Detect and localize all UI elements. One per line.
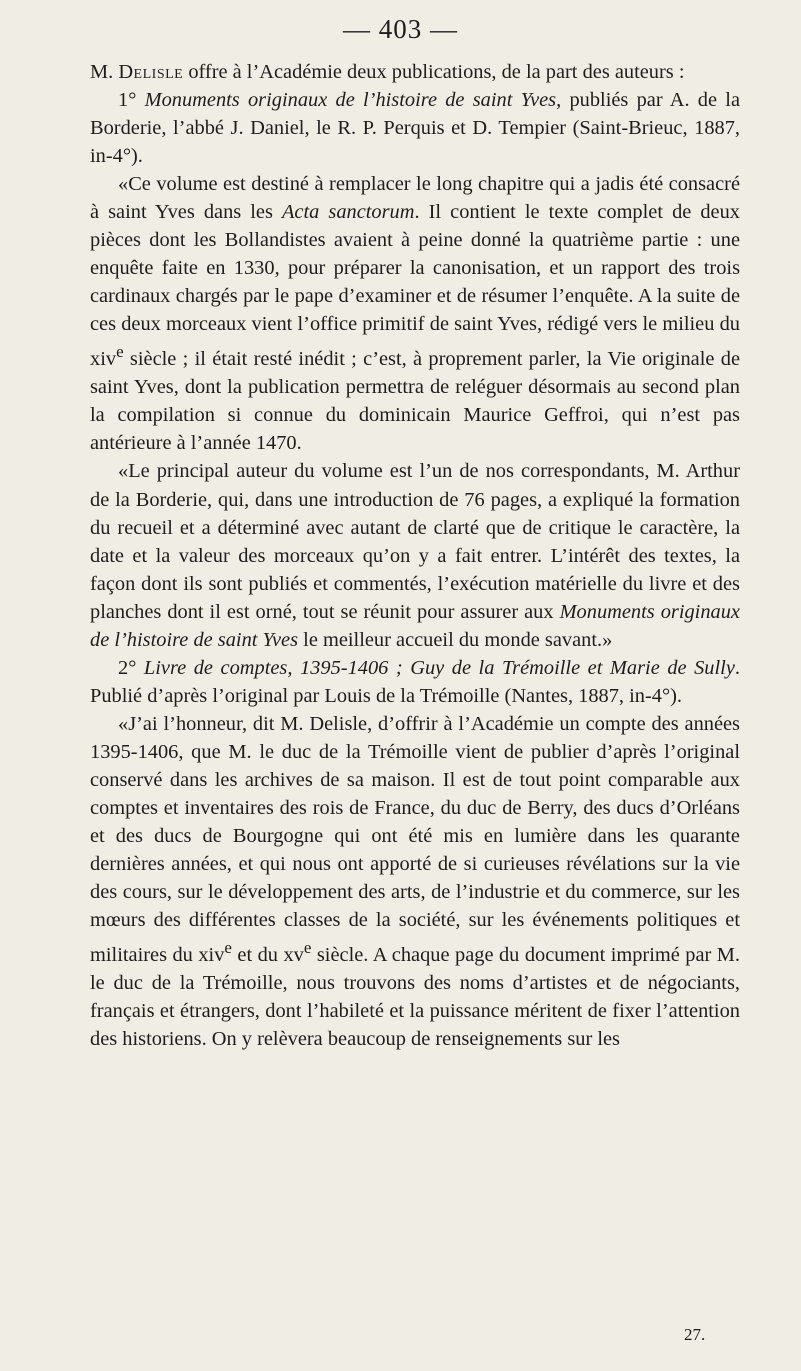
document-body [90, 58, 740, 1053]
text-run: Acta sanctorum [281, 201, 415, 224]
text-run: 1° [118, 89, 145, 112]
text-run: offre à l’Académie deux publications, de la part des auteurs : [183, 61, 685, 83]
paragraph-2 [90, 86, 740, 170]
text-run: «Le principal auteur du volume est l’un de nos correspondants, M. Arthur de la Borderie, qui, dans une introduction de 76 pages, a expliqué la formation du recueil et a déterminé avec autant de clarté que de critique le caractère, la date et la valeur des morceaux qu’on y a fait entrer. L’intérêt des textes, la façon dont ils sont publiés et commentés, l’exécution matérielle du livre et des planches dont il est orné, tout se réunit pour assurer aux [90, 460, 740, 623]
text-run: , publiés par A. de la Borderie, l’abbé J. Daniel, le R. P. Perquis et D. Tempier (Saint-Brieuc, 1887, in-4°). [90, 89, 740, 168]
paragraph-5 [90, 654, 740, 710]
paragraph-6 [90, 710, 740, 1053]
text-run: Delisle [118, 61, 184, 83]
text-run: e [116, 342, 124, 362]
text-run: e [303, 938, 312, 958]
text-run: le meilleur accueil du monde savant.» [298, 628, 613, 651]
text-run: siècle ; il était resté inédit ; c’est, à proprement parler, la Vie originale de saint Yves, dont la publication permettra de reléguer désormais au second plan la compilation si connue du dominicain Maurice Geffroi, qui n’est pas antérieure à l’année 1470. [90, 348, 740, 455]
text-run: M. [90, 61, 119, 83]
text-run: siècle. A chaque page du document imprimé par M. le duc de la Trémoille, nous trouvons des noms d’artistes et de négociants, français et étrangers, dont l’habileté et la puissance méritent de fixer l’attention des historiens. On y relèvera beaucoup de renseignements sur les [90, 944, 740, 1051]
paragraph-1 [90, 58, 740, 86]
text-run: Livre de comptes, 1395-1406 ; Guy de la Trémoille et Marie de Sully [143, 656, 735, 679]
text-run: Monuments originaux de l’histoire de saint Yves [144, 89, 557, 112]
page-number-header: — 403 — [343, 14, 458, 44]
paragraph-3 [90, 170, 740, 457]
text-run: et du xv [231, 944, 304, 967]
text-run: 2° [118, 656, 144, 679]
text-run: «J’ai l’honneur, dit M. Delisle, d’offrir à l’Académie un compte des années 1395-1406, que M. le duc de la Trémoille vient de publier d’après l’original conservé dans les archives de sa maison. Il est de tout point comparable aux comptes et inventaires des rois de France, du duc de Berry, des ducs d’Orléans et des ducs de Bourgogne qui ont été mis en lumière dans les quarante dernières années, et qui nous ont apporté de si curieuses révélations sur la vie des cours, sur le développement des arts, de l’industrie et du commerce, sur les mœurs des différentes classes de la société, sur les événements politiques et militaires du xiv [90, 712, 740, 967]
text-run: «Ce volume est destiné à remplacer le long chapitre qui a jadis été consacré à saint Yves dans les [90, 173, 740, 224]
text-run: e [224, 938, 232, 958]
text-run: . Il contient le texte complet de deux pièces dont les Bollandistes avaient à peine donné la quatrième partie : une enquête faite en 1330, pour préparer la canonisation, et un rapport des trois cardinaux chargés par le pape d’examiner et de résumer l’enquête. A la suite de ces deux morceaux vient l’office primitif de saint Yves, rédigé vers le milieu du xiv [90, 201, 740, 371]
text-run: . Publié d’après l’original par Louis de la Trémoille (Nantes, 1887, in-4°). [90, 656, 740, 707]
signature-mark: 27. [684, 1325, 706, 1344]
paragraph-4 [90, 457, 740, 653]
text-run: Monuments originaux de l’histoire de saint Yves [90, 600, 740, 651]
